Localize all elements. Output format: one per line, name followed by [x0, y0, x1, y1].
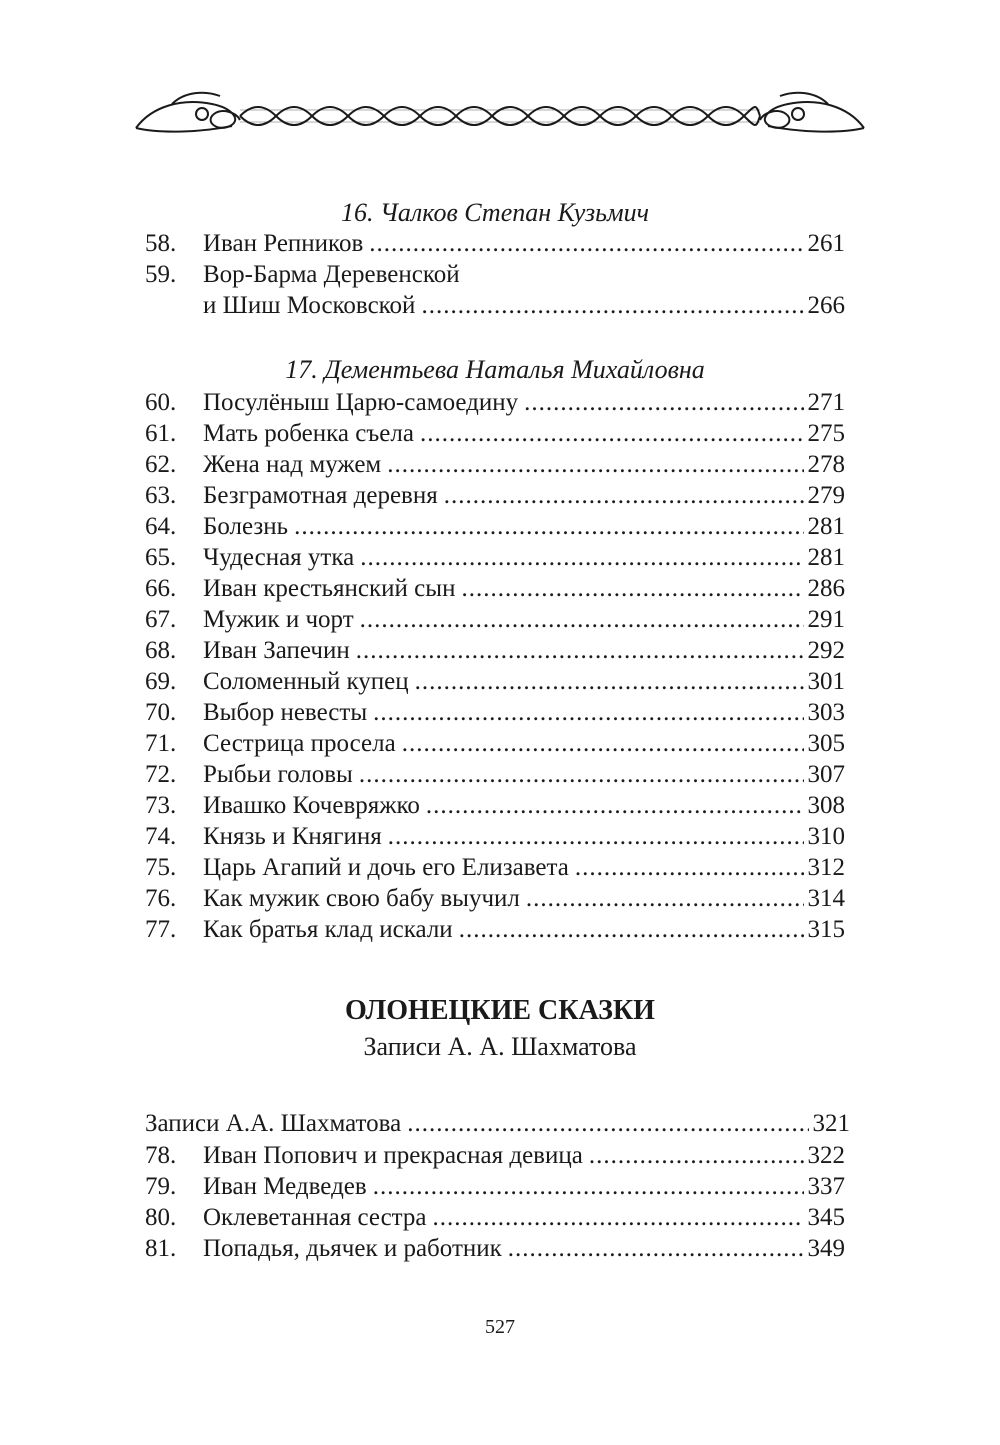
toc-entry[interactable] [145, 573, 845, 604]
entry-page: 315 [807, 916, 845, 943]
toc-entry[interactable] [145, 604, 845, 635]
braided-rope-ornament-icon [132, 86, 868, 142]
entry-title: Записи А.А. Шахматова [145, 1110, 402, 1137]
entry-page: 271 [807, 389, 845, 416]
toc-entry[interactable] [145, 1202, 845, 1233]
entry-page: 305 [807, 730, 845, 757]
entry-title: и Шиш Московской [203, 292, 416, 319]
entry-page: 275 [807, 420, 845, 447]
entry-number: 66. [145, 575, 177, 602]
toc-entry[interactable] [145, 852, 845, 883]
entry-number: 68. [145, 637, 177, 664]
toc-entry[interactable] [145, 1233, 845, 1264]
page-number: 527 [485, 1316, 515, 1338]
entry-title: Иван Попович и прекрасная девица [203, 1142, 583, 1169]
dot-leader [388, 821, 804, 852]
dot-leader [433, 1202, 804, 1233]
entry-number: 76. [145, 885, 177, 912]
entry-title: Соломенный купец [203, 668, 409, 695]
toc-entry[interactable] [145, 883, 845, 914]
toc-entry[interactable] [145, 728, 845, 759]
dot-leader [356, 635, 804, 666]
entry-page: 312 [807, 854, 845, 881]
entry-page: 337 [807, 1173, 845, 1200]
entry-page: 261 [807, 230, 845, 257]
dot-leader [360, 604, 804, 635]
entry-page: 292 [807, 637, 845, 664]
entry-number: 69. [145, 668, 177, 695]
dot-leader [373, 697, 803, 728]
entry-page: 281 [807, 544, 845, 571]
entry-number: 73. [145, 792, 177, 819]
entry-title: Царь Агапий и дочь его Елизавета [203, 854, 569, 881]
entry-title: Оклеветанная сестра [203, 1204, 427, 1231]
entry-title: Мать робенка съела [203, 420, 414, 447]
toc-entry[interactable] [145, 1171, 845, 1202]
dot-leader [373, 1171, 804, 1202]
toc-entry[interactable] [145, 666, 845, 697]
toc-entry[interactable] [145, 759, 845, 790]
dot-leader [524, 387, 803, 418]
dot-leader [461, 573, 803, 604]
entry-title: Иван Запечин [203, 637, 350, 664]
entry-title: Иван Репников [203, 230, 364, 257]
entry-number: 59. [145, 261, 177, 288]
entry-number: 81. [145, 1235, 177, 1262]
dot-leader [360, 542, 803, 573]
dot-leader [402, 728, 804, 759]
entry-page: 308 [807, 792, 845, 819]
toc-entry-intro[interactable] [145, 1108, 850, 1139]
entry-title: Как братья клад искали [203, 916, 453, 943]
entry-number: 62. [145, 451, 177, 478]
entry-title: Иван крестьянский сын [203, 575, 456, 602]
entry-title: Вор-Барма Деревенской [203, 261, 460, 288]
entry-page: 281 [807, 513, 845, 540]
entry-title: Ивашко Кочевряжко [203, 792, 420, 819]
entry-title: Мужик и чорт [203, 606, 354, 633]
dot-leader [444, 480, 804, 511]
toc-entry[interactable] [145, 542, 845, 573]
dot-leader [415, 666, 804, 697]
entry-number: 65. [145, 544, 177, 571]
dot-leader [508, 1233, 804, 1264]
dot-leader [369, 228, 803, 259]
entry-page: 314 [807, 885, 845, 912]
toc-entry[interactable] [145, 635, 845, 666]
entry-title: Попадья, дьячек и работник [203, 1235, 502, 1262]
entry-page: 278 [807, 451, 845, 478]
entry-number: 74. [145, 823, 177, 850]
entry-number: 79. [145, 1173, 177, 1200]
dot-leader [421, 290, 803, 321]
dot-leader [294, 511, 803, 542]
entry-page: 345 [807, 1204, 845, 1231]
entry-title: Выбор невесты [203, 699, 368, 726]
entry-number: 78. [145, 1142, 177, 1169]
toc-entry[interactable] [145, 697, 845, 728]
toc-entry[interactable] [145, 511, 845, 542]
toc-entry[interactable] [145, 387, 845, 418]
entry-number: 64. [145, 513, 177, 540]
toc-entry[interactable] [145, 1140, 845, 1171]
entry-page: 307 [807, 761, 845, 788]
entry-number: 72. [145, 761, 177, 788]
dot-leader [426, 790, 804, 821]
toc-entry[interactable] [145, 480, 845, 511]
section-heading-17: 17. Дементьева Наталья Михайловна [285, 355, 705, 384]
entry-title: Чудесная утка [203, 544, 355, 571]
entry-title: Жена над мужем [203, 451, 382, 478]
entry-title: Посулёныш Царю-самоедину [203, 389, 519, 416]
toc-entry[interactable] [145, 418, 845, 449]
toc-entry[interactable] [145, 449, 845, 480]
entry-title: Как мужик свою бабу выучил [203, 885, 520, 912]
entry-title: Сестрица просела [203, 730, 396, 757]
dot-leader [589, 1140, 804, 1171]
entry-title: Безграмотная деревня [203, 482, 438, 509]
part-subtitle: Записи А. А. Шахматова [363, 1032, 637, 1061]
entry-number: 60. [145, 389, 177, 416]
entry-page: 303 [807, 699, 845, 726]
entry-number: 63. [145, 482, 177, 509]
entry-page: 266 [807, 292, 845, 319]
entry-title: Князь и Княгиня [203, 823, 382, 850]
entry-page: 321 [812, 1110, 850, 1137]
entry-page: 301 [807, 668, 845, 695]
entry-page: 286 [807, 575, 845, 602]
dot-leader [420, 418, 804, 449]
section-heading-16: 16. Чалков Степан Кузьмич [341, 198, 649, 227]
entry-number: 61. [145, 420, 177, 447]
entry-page: 349 [807, 1235, 845, 1262]
dot-leader [387, 449, 803, 480]
entry-number: 80. [145, 1204, 177, 1231]
toc-entry[interactable] [145, 914, 845, 945]
entry-number: 67. [145, 606, 177, 633]
entry-page: 322 [807, 1142, 845, 1169]
toc-entry-59[interactable] [145, 259, 845, 290]
toc-entry-59-continued[interactable] [145, 290, 845, 321]
toc-entry-58[interactable] [145, 228, 845, 259]
toc-entry[interactable] [145, 790, 845, 821]
entry-number: 75. [145, 854, 177, 881]
entry-number: 71. [145, 730, 177, 757]
entry-page: 279 [807, 482, 845, 509]
dot-leader [459, 914, 804, 945]
dot-leader [359, 759, 804, 790]
entry-title: Иван Медведев [203, 1173, 367, 1200]
entry-title: Болезнь [203, 513, 289, 540]
dot-leader [407, 1108, 808, 1139]
entry-page: 291 [807, 606, 845, 633]
entry-title: Рыбьи головы [203, 761, 353, 788]
part-title: ОЛОНЕЦКИЕ СКАЗКИ [345, 995, 655, 1026]
dot-leader [526, 883, 804, 914]
dot-leader [575, 852, 804, 883]
entry-number: 58. [145, 230, 177, 257]
entry-page: 310 [807, 823, 845, 850]
entry-number: 70. [145, 699, 177, 726]
entry-number: 77. [145, 916, 177, 943]
toc-entry[interactable] [145, 821, 845, 852]
